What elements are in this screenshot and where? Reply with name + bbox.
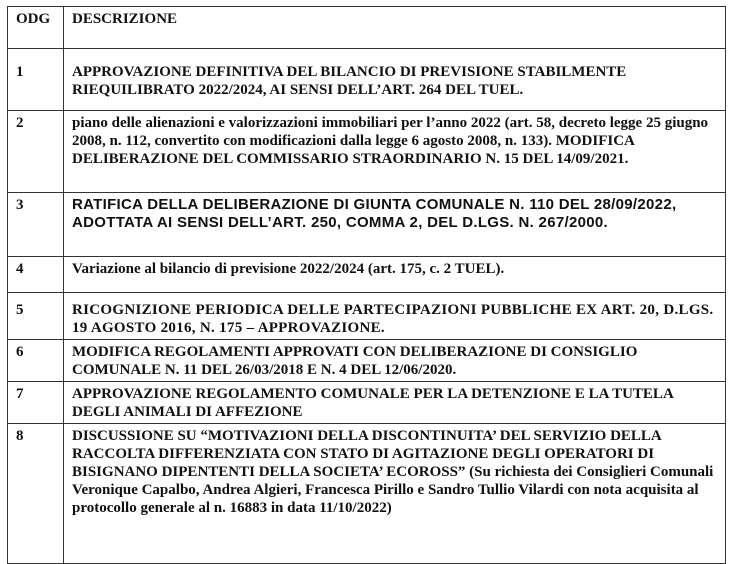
row-description: RATIFICA DELLA DELIBERAZIONE DI GIUNTA COMUNALE N. 110 DEL 28/09/2022, ADOTTATA AI SENSI DELL’ART. 250, COMMA 2, DEL D.LGS. N. 267/2000. — [64, 193, 726, 257]
row-number: 1 — [8, 49, 64, 111]
table-header-row — [8, 7, 726, 49]
row-description: piano delle alienazioni e valorizzazioni immobiliari per l’anno 2022 (art. 58, decreto legge 25 giugno 2008, n. 112, convertito con modificazioni dalla legge 6 agosto 2008, n. 133). MODIFICA DELIBERAZIONE DEL COMMISSARIO STRAORDINARIO N. 15 DEL 14/09/2021. — [64, 111, 726, 193]
row-description: APPROVAZIONE REGOLAMENTO COMUNALE PER LA DETENZIONE E LA TUTELA DEGLI ANIMALI DI AFFEZIONE — [64, 382, 726, 424]
row-description: DISCUSSIONE SU “MOTIVAZIONI DELLA DISCONTINUITA’ DEL SERVIZIO DELLA RACCOLTA DIFFERENZIATA CON STATO DI AGITAZIONE DEGLI OPERATORI DI BISIGNANO DIPENTENTI DELLA SOCIETA’ ECOROSS” (Su richiesta dei Consiglieri Comunali Veronique Capalbo, Andrea Algieri, Francesca Pirillo e Sandro Tullio Vilardi con nota acquisita al protocollo generale al n. 16883 in data 11/10/2022) — [64, 424, 726, 564]
table-row — [8, 193, 726, 257]
table-row — [8, 382, 726, 424]
table-row — [8, 424, 726, 564]
row-description: MODIFICA REGOLAMENTI APPROVATI CON DELIBERAZIONE DI CONSIGLIO COMUNALE N. 11 DEL 26/03/2018 E N. 4 DEL 12/06/2020. — [64, 340, 726, 382]
row-number: 8 — [8, 424, 64, 564]
row-number: 3 — [8, 193, 64, 257]
table-row — [8, 111, 726, 193]
row-description: RICOGNIZIONE PERIODICA DELLE PARTECIPAZIONI PUBBLICHE EX ART. 20, D.LGS. 19 AGOSTO 2016, N. 175 – APPROVAZIONE. — [64, 293, 726, 340]
row-description: APPROVAZIONE DEFINITIVA DEL BILANCIO DI PREVISIONE STABILMENTE RIEQUILIBRATO 2022/2024, AI SENSI DELL’ART. 264 DEL TUEL. — [64, 49, 726, 111]
header-descrizione: DESCRIZIONE — [64, 7, 726, 49]
header-odg: ODG — [8, 7, 64, 49]
agenda-table — [7, 6, 726, 564]
row-description: Variazione al bilancio di previsione 2022/2024 (art. 175, c. 2 TUEL). — [64, 257, 726, 293]
table-row — [8, 293, 726, 340]
row-number: 5 — [8, 293, 64, 340]
table-row — [8, 49, 726, 111]
row-number: 6 — [8, 340, 64, 382]
table-row — [8, 340, 726, 382]
row-number: 7 — [8, 382, 64, 424]
row-number: 2 — [8, 111, 64, 193]
row-number: 4 — [8, 257, 64, 293]
table-row — [8, 257, 726, 293]
